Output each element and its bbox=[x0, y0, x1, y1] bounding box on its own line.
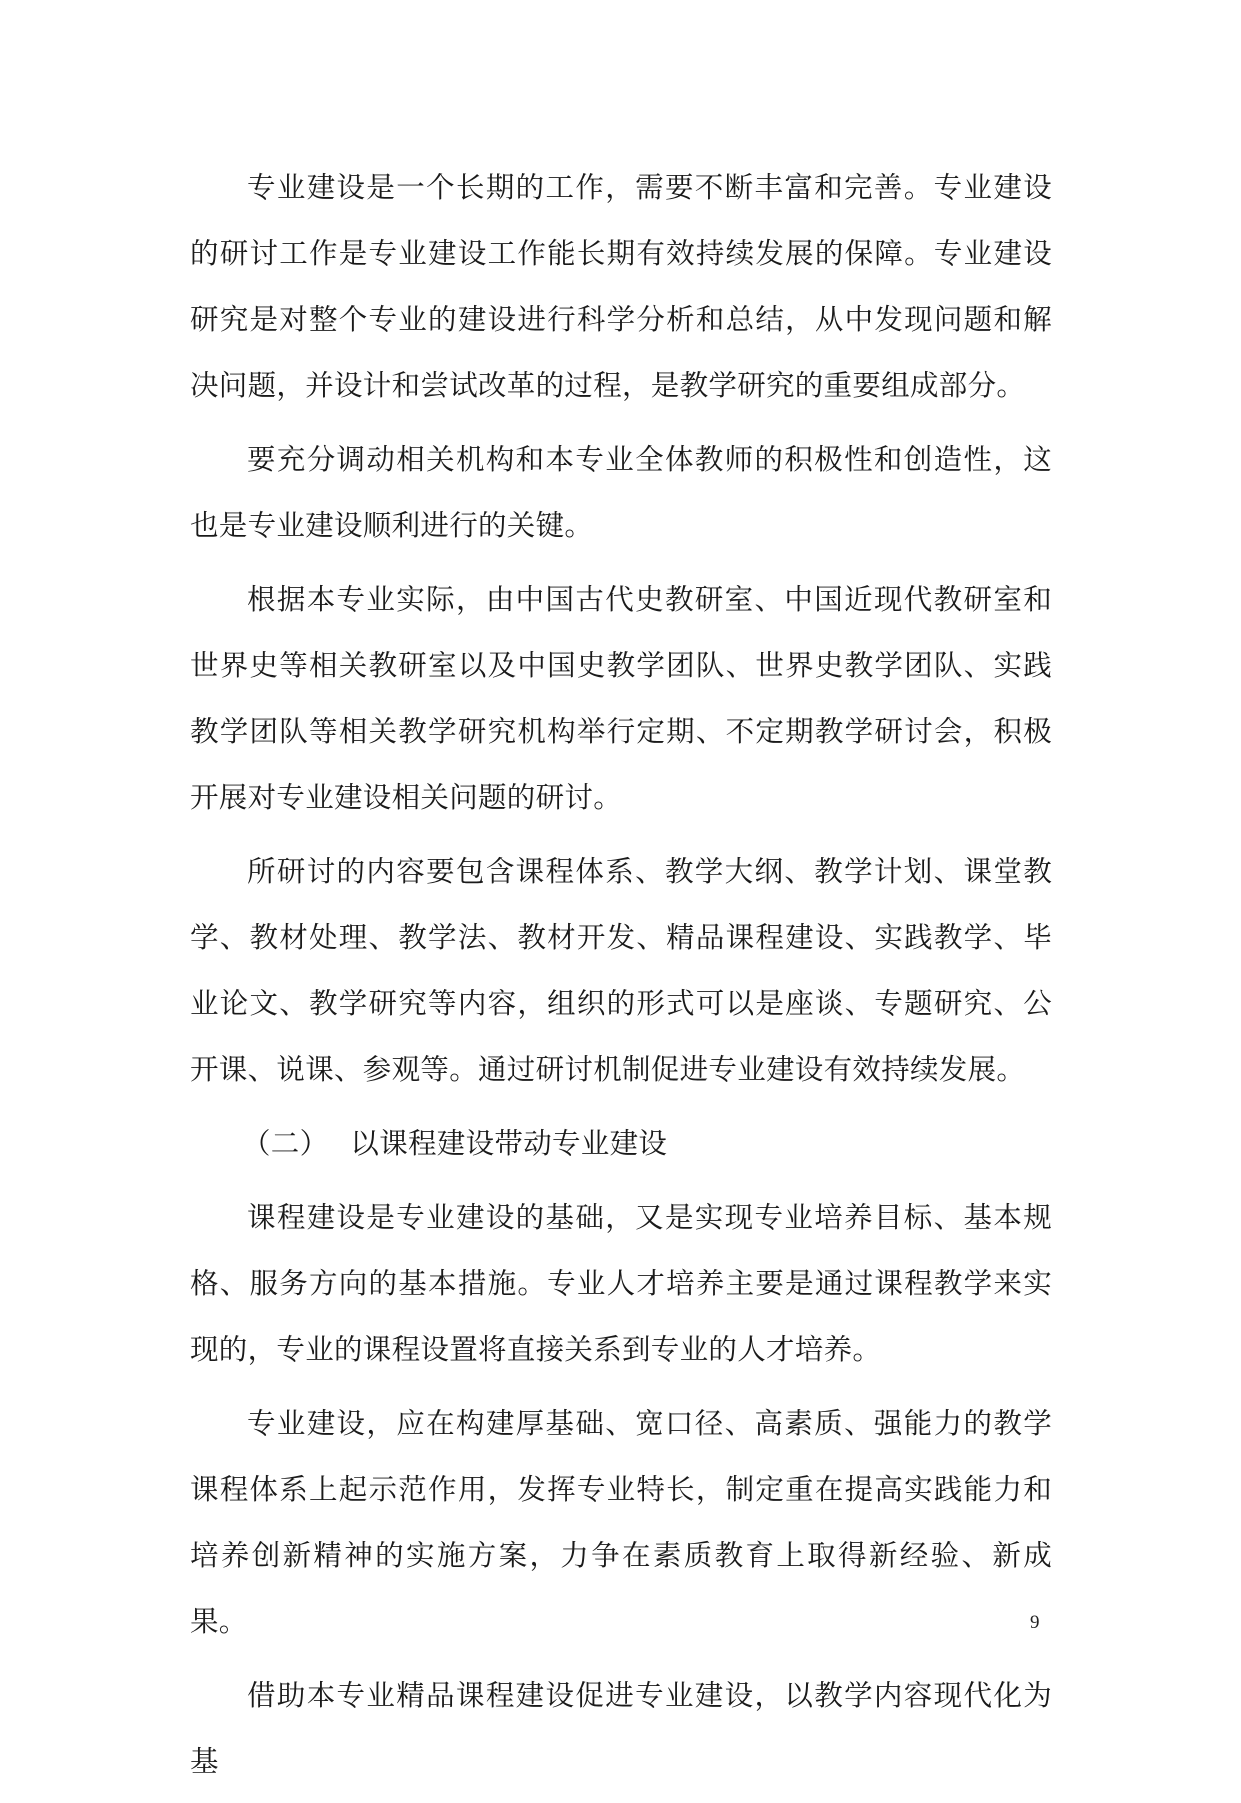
paragraph-4: 所研讨的内容要包含课程体系、教学大纲、教学计划、课堂教学、教材处理、教学法、教材开发、精品课程建设、实践教学、毕业论文、教学研究等内容，组织的形式可以是座谈、专题研究、公开课、说课、参观等。通过研讨机制促进专业建设有效持续发展。 bbox=[190, 855, 1052, 1086]
paragraph-1: 专业建设是一个长期的工作，需要不断丰富和完善。专业建设的研讨工作是专业建设工作能长期有效持续发展的保障。专业建设研究是对整个专业的建设进行科学分析和总结，从中发现问题和解决问题，并设计和尝试改革的过程，是教学研究的重要组成部分。 bbox=[190, 171, 1052, 402]
paragraph-7: 借助本专业精品课程建设促进专业建设，以教学内容现代化为基 bbox=[190, 1679, 1052, 1778]
paragraph-3: 根据本专业实际，由中国古代史教研室、中国近现代教研室和世界史等相关教研室以及中国史教学团队、世界史教学团队、实践教学团队等相关教学研究机构举行定期、不定期教学研讨会，积极开展对专业建设相关问题的研讨。 bbox=[190, 583, 1052, 814]
section-heading bbox=[190, 1111, 1052, 1177]
section-number: （二） bbox=[242, 1127, 329, 1160]
paragraph-2: 要充分调动相关机构和本专业全体教师的积极性和创造性，这也是专业建设顺利进行的关键。 bbox=[190, 443, 1052, 542]
section-title: 以课程建设带动专业建设 bbox=[350, 1127, 668, 1160]
paragraph-6: 专业建设，应在构建厚基础、宽口径、高素质、强能力的教学课程体系上起示范作用，发挥专业特长，制定重在提高实践能力和培养创新精神的实施方案，力争在素质教育上取得新经验、新成果。 bbox=[190, 1407, 1052, 1638]
body-text bbox=[190, 155, 1052, 1803]
paragraph-5: 课程建设是专业建设的基础，又是实现专业培养目标、基本规格、服务方向的基本措施。专业人才培养主要是通过课程教学来实现的，专业的课程设置将直接关系到专业的人才培养。 bbox=[190, 1201, 1052, 1366]
page-number: 9 bbox=[1030, 1612, 1040, 1633]
